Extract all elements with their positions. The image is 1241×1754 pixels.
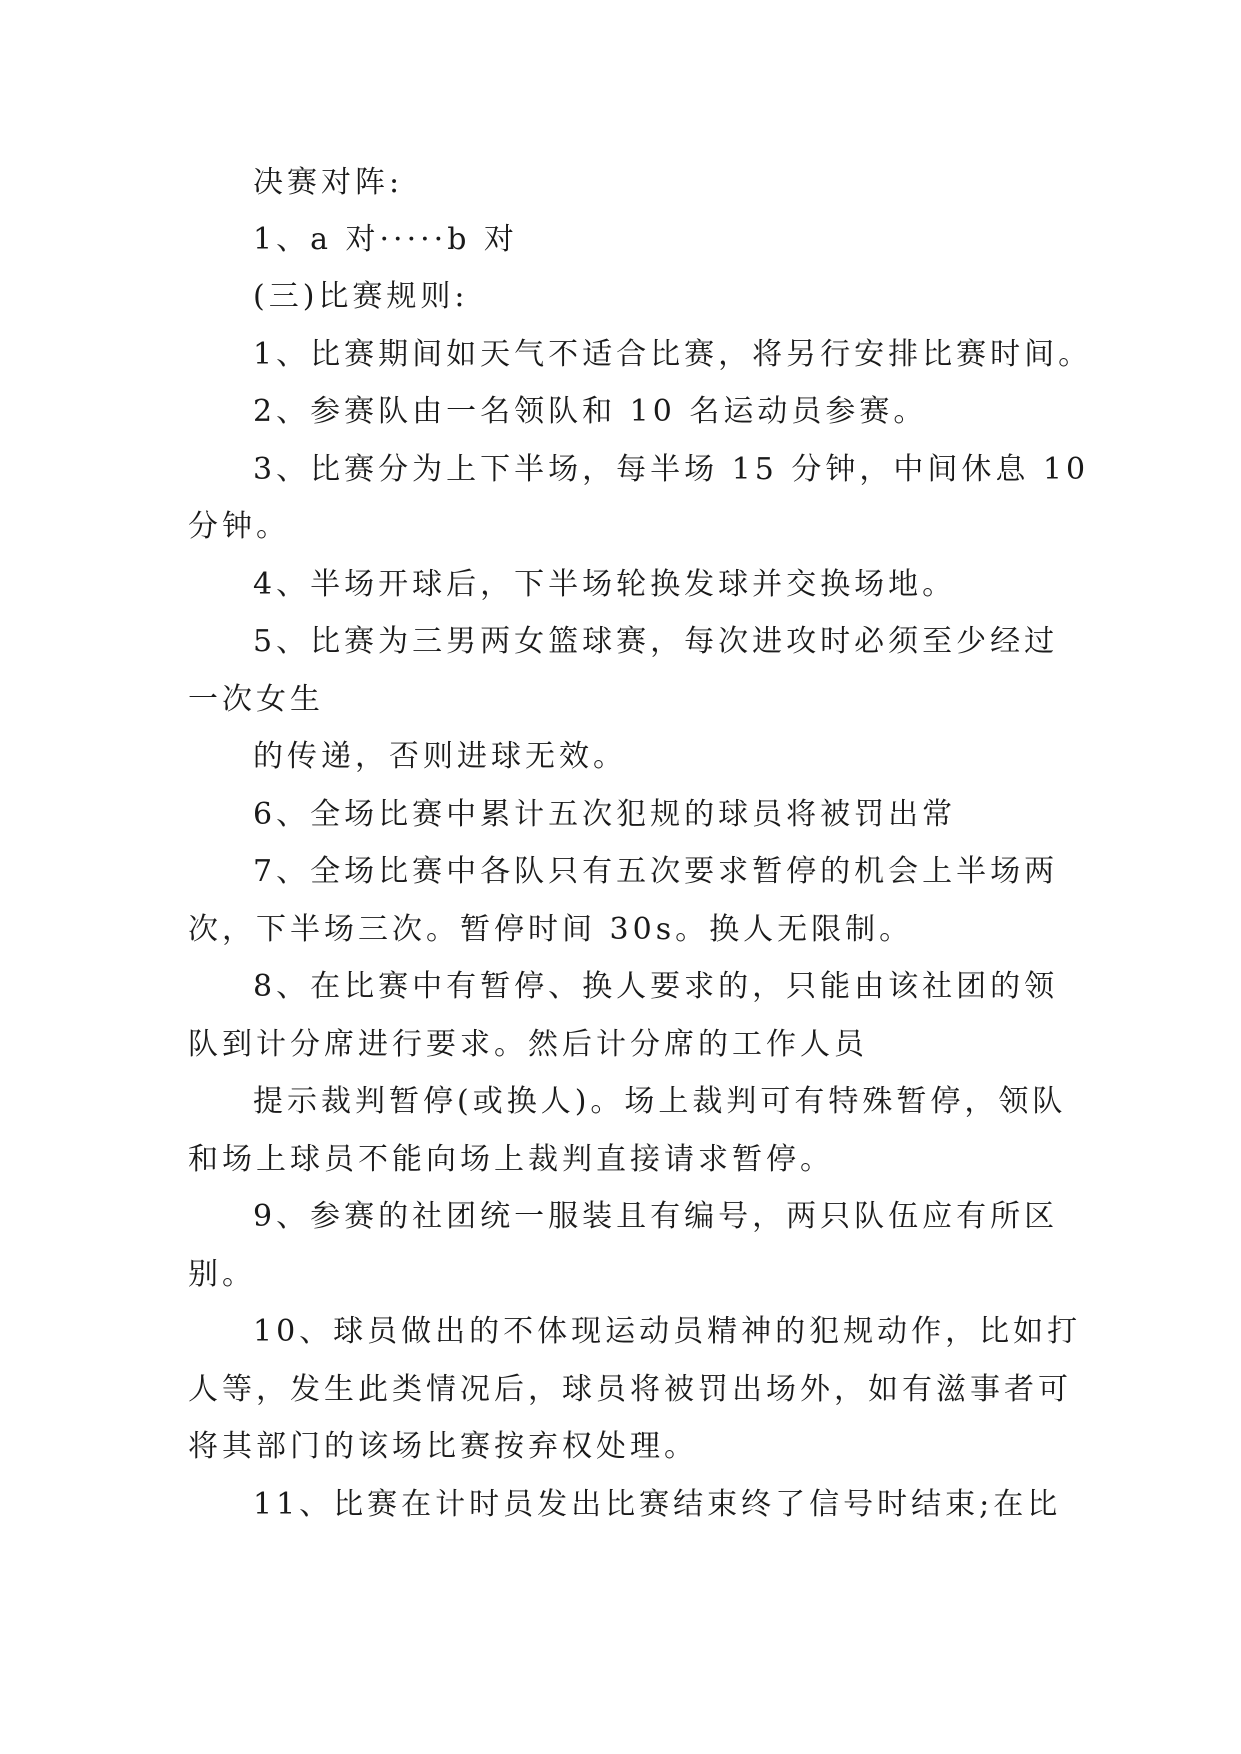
rule-item-continued: 一次女生 bbox=[188, 682, 324, 717]
section-heading: (三)比赛规则: bbox=[253, 279, 469, 314]
rule-item-continued: 将其部门的该场比赛按弃权处理。 bbox=[188, 1429, 698, 1464]
rule-item: 8、在比赛中有暂停、换人要求的，只能由该社团的领 bbox=[253, 969, 1059, 1004]
rule-item-continued: 次，下半场三次。暂停时间 30s。换人无限制。 bbox=[188, 912, 914, 947]
rule-item-continued: 分钟。 bbox=[188, 509, 290, 544]
text-line: 1、a 对·····b 对 bbox=[253, 222, 518, 257]
text-line: 决赛对阵: bbox=[253, 165, 404, 200]
rule-item: 3、比赛分为上下半场，每半场 15 分钟，中间休息 10 bbox=[253, 452, 1090, 487]
rule-item-continued: 人等，发生此类情况后，球员将被罚出场外，如有滋事者可 bbox=[188, 1372, 1072, 1407]
rule-item-continued: 和场上球员不能向场上裁判直接请求暂停。 bbox=[188, 1142, 834, 1177]
rule-item: 10、球员做出的不体现运动员精神的犯规动作，比如打 bbox=[253, 1314, 1082, 1349]
rule-item: 4、半场开球后，下半场轮换发球并交换场地。 bbox=[253, 567, 957, 602]
rule-item: 6、全场比赛中累计五次犯规的球员将被罚出常 bbox=[253, 797, 957, 832]
rule-item: 9、参赛的社团统一服装且有编号，两只队伍应有所区 bbox=[253, 1199, 1059, 1234]
rule-item-continued: 别。 bbox=[188, 1257, 256, 1292]
rule-item: 7、全场比赛中各队只有五次要求暂停的机会上半场两 bbox=[253, 854, 1059, 889]
rule-item: 5、比赛为三男两女篮球赛，每次进攻时必须至少经过 bbox=[253, 624, 1059, 659]
rule-item: 1、比赛期间如天气不适合比赛，将另行安排比赛时间。 bbox=[253, 337, 1093, 372]
rule-item: 2、参赛队由一名领队和 10 名运动员参赛。 bbox=[253, 394, 928, 429]
rule-item-continued: 的传递，否则进球无效。 bbox=[253, 739, 627, 774]
rule-item: 11、比赛在计时员发出比赛结束终了信号时结束;在比 bbox=[253, 1487, 1062, 1522]
rule-item-continued: 提示裁判暂停(或换人)。场上裁判可有特殊暂停，领队 bbox=[253, 1084, 1067, 1119]
rule-item-continued: 队到计分席进行要求。然后计分席的工作人员 bbox=[188, 1027, 868, 1062]
